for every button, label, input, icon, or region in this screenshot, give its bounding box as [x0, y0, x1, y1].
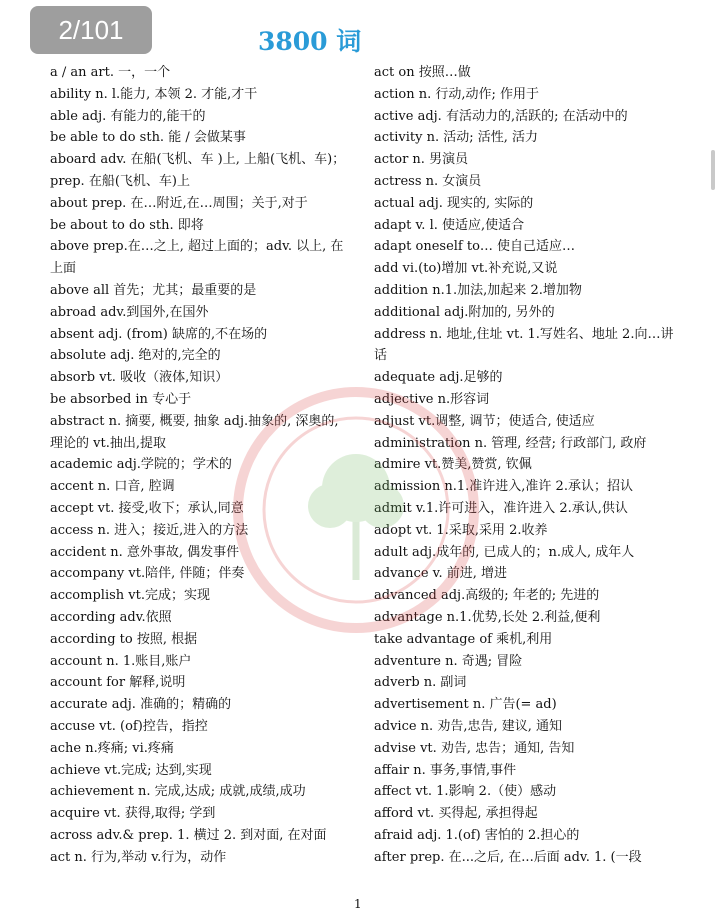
vocab-entry: according adv.依照: [50, 609, 172, 625]
vocab-entry: advance v. 前进, 增进: [374, 566, 507, 582]
vocab-entry: a / an art. 一，一个: [50, 65, 171, 80]
vocab-entry: act on 按照…做: [374, 65, 471, 80]
vocabulary-column-left: [50, 62, 346, 868]
vocab-entry: account for 解释,说明: [50, 675, 186, 691]
vocab-entry: advertisement n. 广告(= ad): [374, 697, 557, 713]
vocab-entry: after prep. 在...之后, 在...后面 adv. 1. (一段: [374, 849, 642, 865]
vocab-entry: across adv.& prep. 1. 横过 2. 到对面, 在对面: [50, 827, 327, 843]
vocab-entry: act n. 行为,举动 v.行为，动作: [50, 849, 227, 865]
vocab-entry: account n. 1.账目,账户: [50, 653, 192, 669]
vocab-entry: achieve vt.完成; 达到,实现: [50, 762, 212, 778]
vocab-entry: afraid adj. 1.(of) 害怕的 2.担心的: [374, 827, 580, 843]
vocab-entry: able adj. 有能力的,能干的: [50, 108, 206, 124]
vocab-entry: actor n. 男演员: [374, 152, 469, 168]
vocab-entry: affect vt. 1.影响 2.（使）感动: [374, 784, 557, 800]
vocab-entry: access n. 进入；接近,进入的方法: [50, 522, 249, 538]
vocab-entry: accent n. 口音, 腔调: [50, 479, 175, 495]
page-title: 3800 词: [258, 27, 362, 56]
vocab-entry: activity n. 活动; 活性, 活力: [374, 130, 539, 146]
vocab-entry: abstract n. 摘要, 概要, 抽象 adj.抽象的, 深奥的, 理论的 vt.抽出,提取: [50, 413, 339, 451]
vocab-entry: adapt v. l. 使适应,使适合: [374, 217, 525, 233]
vocab-entry: accompany vt.陪伴, 伴随；伴奏: [50, 566, 245, 582]
vocab-entry: admission n.1.准许进入,准许 2.承认；招认: [374, 479, 633, 495]
vocab-entry: accuse vt. (of)控告，指控: [50, 718, 208, 734]
vocab-entry: additional adj.附加的, 另外的: [374, 304, 555, 320]
vocab-entry: ache n.疼痛; vi.疼痛: [50, 740, 174, 756]
vocab-entry: advanced adj.高级的; 年老的; 先进的: [374, 588, 600, 604]
vocab-entry: advice n. 劝告,忠告, 建议, 通知: [374, 718, 562, 734]
vocab-entry: afford vt. 买得起, 承担得起: [374, 806, 538, 822]
vocab-entry: adult adj.成年的, 已成人的；n.成人, 成年人: [374, 544, 635, 560]
vocab-entry: actress n. 女演员: [374, 173, 482, 189]
vocab-entry: add vi.(to)增加 vt.补充说,又说: [374, 261, 558, 277]
vocab-entry: actual adj. 现实的, 实际的: [374, 195, 534, 211]
vocab-entry: admire vt.赞美,赞赏, 钦佩: [374, 457, 532, 473]
vocab-entry: active adj. 有活动力的,活跃的; 在活动中的: [374, 108, 628, 124]
vocab-entry: according to 按照, 根据: [50, 631, 198, 647]
vocab-entry: adequate adj.足够的: [374, 370, 503, 386]
vocab-entry: absent adj. (from) 缺席的,不在场的: [50, 326, 268, 342]
page-indicator-badge: 2/101: [30, 6, 152, 54]
vocab-entry: adverb n. 副词: [374, 675, 467, 691]
vocab-entry: be able to do sth. 能 / 会做某事: [50, 130, 246, 146]
vocab-entry: be absorbed in 专心于: [50, 391, 192, 407]
vocab-entry: about prep. 在…附近,在…周围；关于,对于: [50, 195, 308, 211]
vocab-entry: adapt oneself to… 使自己适应…: [374, 239, 576, 255]
page-number: 1: [354, 897, 362, 911]
vocab-entry: academic adj.学院的；学术的: [50, 457, 232, 473]
vocab-entry: action n. 行动,动作; 作用于: [374, 86, 540, 102]
vocab-entry: admit v.1.许可进入，准许进入 2.承认,供认: [374, 500, 628, 516]
vocab-entry: absorb vt. 吸收（液体,知识）: [50, 370, 229, 386]
vocab-entry: absolute adj. 绝对的,完全的: [50, 348, 221, 364]
vocab-entry: achievement n. 完成,达成; 成就,成绩,成功: [50, 784, 306, 800]
vocab-entry: addition n.1.加法,加起来 2.增加物: [374, 282, 582, 298]
vocabulary-column-right: [374, 62, 674, 868]
vocab-entry: above prep.在…之上, 超过上面的；adv. 以上, 在上面: [50, 239, 344, 277]
vocab-entry: adjust vt.调整, 调节；使适合, 使适应: [374, 413, 595, 429]
vocab-entry: ability n. l.能力, 本领 2. 才能,才干: [50, 86, 258, 102]
vocab-entry: accurate adj. 准确的；精确的: [50, 697, 232, 713]
vocab-entry: adopt vt. 1.采取,采用 2.收养: [374, 522, 548, 538]
vocab-entry: affair n. 事务,事情,事件: [374, 762, 517, 778]
vocab-entry: address n. 地址,住址 vt. 1.写姓名、地址 2.向…讲话: [374, 326, 674, 364]
vocab-entry: adventure n. 奇遇; 冒险: [374, 653, 523, 669]
vocab-entry: advise vt. 劝告, 忠告；通知, 告知: [374, 740, 575, 756]
vocab-entry: administration n. 管理, 经营; 行政部门, 政府: [374, 435, 647, 451]
vocab-entry: advantage n.1.优势,长处 2.利益,便利: [374, 609, 601, 625]
vocab-entry: acquire vt. 获得,取得; 学到: [50, 806, 216, 822]
scrollbar[interactable]: [711, 150, 715, 190]
vocab-entry: accept vt. 接受,收下；承认,同意: [50, 500, 244, 516]
vocab-entry: aboard adv. 在船(飞机、车 )上, 上船(飞机、车)；prep. 在船(飞机、车)上: [50, 152, 346, 189]
vocab-entry: above all 首先；尤其；最重要的是: [50, 282, 257, 298]
vocab-entry: accomplish vt.完成；实现: [50, 588, 210, 604]
vocab-entry: abroad adv.到国外,在国外: [50, 304, 209, 320]
vocab-entry: accident n. 意外事故, 偶发事件: [50, 544, 240, 560]
vocab-entry: adjective n.形容词: [374, 391, 490, 407]
vocab-entry: be about to do sth. 即将: [50, 217, 204, 233]
vocab-entry: take advantage of 乘机,利用: [374, 631, 553, 647]
